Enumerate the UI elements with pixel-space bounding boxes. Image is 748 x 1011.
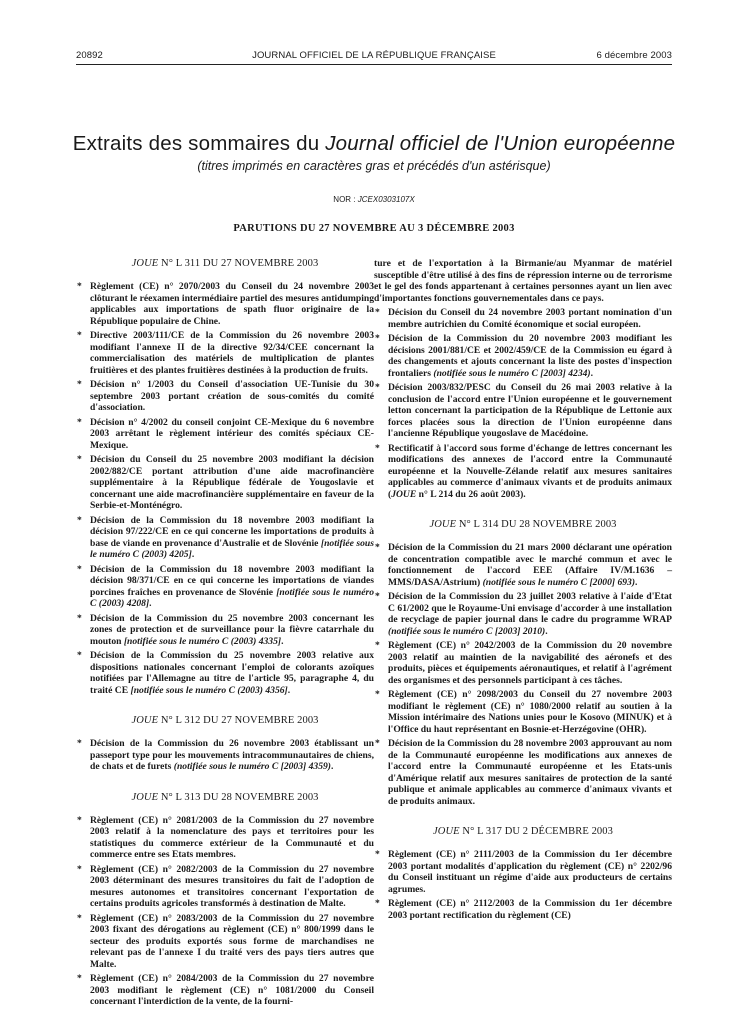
- item-text: Règlement (CE) n° 2081/2003 de la Commission du 27 novembre 2003 relatif à la nomenclature des pays et territoires pour les statistiques du commerce extérieur de la Communauté et du commerce entre ses Etats membres.: [90, 814, 374, 860]
- asterisk: *: [375, 307, 380, 318]
- parutions-heading: PARUTIONS DU 27 NOVEMBRE AU 3 DÉCEMBRE 2003: [233, 223, 515, 234]
- item-end: .: [191, 549, 195, 560]
- section-heading-l313: [76, 792, 374, 803]
- asterisk: *: [77, 281, 82, 292]
- issue-date: 6 décembre 2003: [596, 50, 672, 61]
- item-note: [notifiée sous le numéro C (2003) 4208]: [90, 586, 374, 609]
- list-item: [374, 849, 672, 895]
- asterisk: *: [77, 738, 82, 749]
- item-note: [notifiée sous le numéro C (2003) 4205]: [90, 537, 374, 560]
- item-text: Décision n° 1/2003 du Conseil d'association UE-Tunisie du 30 septembre 2003 portant création de sous-comités du comité d'association.: [90, 379, 374, 413]
- item-end: .: [287, 684, 291, 696]
- item-text: Décision de la Commission du 26 novembre 2003 établissant un passeport type pour les mouvements intracommunautaires de chiens, de chats et de furets: [90, 738, 374, 772]
- list-item: [76, 650, 374, 696]
- item-note: [notifiée sous le numéro C (2003) 4356]: [130, 684, 288, 696]
- section-heading-l312: [76, 715, 374, 726]
- right-column: [374, 258, 672, 924]
- asterisk: *: [77, 379, 82, 390]
- nor-reference: [60, 195, 688, 204]
- item-end: .: [635, 576, 638, 588]
- asterisk: *: [77, 330, 82, 341]
- nor-code: JCEX0303107X: [357, 195, 415, 204]
- asterisk: *: [375, 333, 380, 344]
- list-item: [374, 738, 672, 807]
- item-text: Directive 2003/111/CE de la Commission du 26 novembre 2003 modifiant l'annexe II de la directive 92/34/CEE concernant la commercialisation des matériels de multiplication de plantes fruitières et des plantes fruitières destinées à la production de fruits.: [90, 330, 374, 376]
- section-jo: JOUE: [429, 519, 457, 530]
- item-text: Décision n° 4/2002 du conseil conjoint CE-Mexique du 6 novembre 2003 arrêtant le règlement intérieur des comités spéciaux CE-Mexique.: [90, 416, 374, 451]
- list-item: [76, 564, 374, 610]
- list-item: [76, 815, 374, 861]
- item-end: .: [281, 635, 284, 647]
- item-end: .: [590, 367, 594, 379]
- asterisk: *: [77, 612, 82, 624]
- asterisk: *: [77, 912, 82, 924]
- item-text: Décision de la Commission du 28 novembre 2003 approuvant au nom de la Communauté européenne les modifications aux annexes de l'accord entre la Communauté européenne et les Etats-unis d'Amérique relatif aux mesures sanitaires de protection de la santé publique et animale applicables au commerce d'animaux vivants et de produits animaux.: [388, 738, 672, 807]
- asterisk: *: [77, 814, 82, 826]
- list-item: [374, 382, 672, 440]
- list-item: [76, 864, 374, 910]
- item-text: Décision de la Commission du 18 novembre 2003 modifiant la décision 97/222/CE en ce qui concerne les importations de produits à base de viande en provenance d'Australie et de Slovénie: [90, 514, 374, 549]
- list-item: [374, 307, 672, 330]
- item-text: Décision du Conseil du 24 novembre 2003 portant nomination d'un membre autrichien du Comité économique et social européen.: [388, 307, 672, 330]
- item-end: .: [149, 598, 152, 609]
- item-text: Règlement (CE) n° 2042/2003 de la Commission du 20 novembre 2003 relatif au maintien de la navigabilité des aéronefs et des produits, pièces et équipements aéronautiques, et relatif à l'agrément des organismes et des personnels participant à ces tâches.: [388, 640, 672, 686]
- section-jo: JOUE: [131, 715, 159, 726]
- item-text: Décision 2003/832/PESC du Conseil du 26 mai 2003 relative à la conclusion de l'accord entre l'Union européenne et le gouvernement letton concernant la participation de la République de Lettonie aux forces placées sous la direction de l'Union européenne dans l'ancienne République yougoslave de Macédoine.: [388, 382, 672, 439]
- item-text: Règlement (CE) n° 2084/2003 de la Commission du 27 novembre 2003 modifiant le règlement (CE) n° 1081/2000 du Conseil concernant l'interdiction de la vente, de la fourni-: [90, 973, 374, 1007]
- list-item: [374, 640, 672, 686]
- item-end: n° L 214 du 26 août 2003).: [416, 488, 526, 500]
- item-text: Règlement (CE) n° 2098/2003 du Conseil du 27 novembre 2003 modifiant le règlement (CE) n° 1080/2000 relatif au soutien à la Mission intérimaire des Nations unies pour le Kosovo (MINUK) et à l'Office du haut représentant en Bosnie-et-Herzégovine (OHR).: [388, 689, 672, 735]
- asterisk: *: [77, 454, 82, 465]
- item-text: Règlement (CE) n° 2082/2003 de la Commission du 27 novembre 2003 déterminant des mesures transitoires du fait de l'adoption de mesures autonomes et transitoires concernant l'exportation de certains produits agricoles transformés à destination de Malte.: [90, 863, 374, 909]
- page-number: 20892: [76, 50, 103, 61]
- item-note: [notifiée sous le numéro C (2003) 4335]: [123, 635, 282, 647]
- section-heading-l311: [76, 258, 374, 269]
- nor-label: NOR :: [333, 195, 358, 204]
- asterisk: *: [375, 689, 380, 700]
- list-item: [374, 689, 672, 735]
- title-prefix: Extraits des sommaires du: [72, 132, 326, 155]
- asterisk: *: [77, 514, 82, 526]
- item-note: (notifiée sous le numéro C [2003] 2010): [388, 625, 546, 637]
- running-header: [76, 50, 672, 64]
- section-rest: N° L 317 DU 2 DÉCEMBRE 2003: [459, 826, 613, 837]
- item-text: Décision de la Commission du 20 novembre 2003 modifiant les décisions 2001/881/CE et 2002/459/CE de la Commission eu égard à des changements et ajouts concernant la liste des postes d'inspection frontaliers: [388, 333, 672, 379]
- list-item: [76, 973, 374, 1008]
- list-item: [76, 738, 374, 773]
- journal-title: JOURNAL OFFICIEL DE LA RÉPUBLIQUE FRANÇAISE: [252, 50, 496, 61]
- left-column: [76, 258, 374, 1011]
- list-item: [76, 379, 374, 414]
- item-text: Décision de la Commission du 25 novembre 2003 relative aux dispositions nationales concernant l'emploi de colorants azoïques notifiées par l'Allemagne au titre de l'article 95, paragraphe 4, du traité CE: [90, 650, 374, 696]
- item-note: (notifiée sous le numéro C [2003] 4359): [173, 761, 331, 772]
- asterisk: *: [77, 650, 82, 661]
- asterisk: *: [375, 849, 380, 860]
- item-text: Rectificatif à l'accord sous forme d'échange de lettres concernant les modifications des annexes de l'accord entre la Communauté européenne et la Nouvelle-Zélande relatif aux mesures sanitaires applicables au commerce d'animaux vivants et de produits animaux (: [388, 442, 672, 500]
- asterisk: *: [77, 563, 82, 575]
- asterisk: *: [375, 640, 380, 651]
- item-text: Décision de la Commission du 21 mars 2000 déclarant une opération de concentration compatible avec le marché commun et avec le fonctionnement de l'accord EEE (Affaire IV/M.1636 – MMS/DASA/Astrium): [388, 542, 672, 588]
- item-text: Règlement (CE) n° 2083/2003 de la Commission du 27 novembre 2003 fixant des dérogations au règlement (CE) n° 800/1999 dans le secteur des produits exportés sous forme de marchandises ne relevant pas de l'annexe I du traité vers des pays tiers autres que Malte.: [90, 912, 374, 970]
- section-jo: JOUE: [131, 791, 159, 803]
- list-item: [374, 333, 672, 379]
- section-jo: JOUE: [131, 258, 159, 269]
- item-text: Décision de la Commission du 23 juillet 2003 relative à l'aide d'Etat C 61/2002 que le Royaume-Uni envisage d'accorder à une installation de recyclage de papier journal dans le cadre du programme WRAP: [388, 591, 672, 625]
- page-subtitle: (titres imprimés en caractères gras et précédés d'un astérisque): [197, 159, 551, 173]
- list-item: [76, 515, 374, 561]
- section-heading-l317: [374, 826, 672, 837]
- section-rest: N° L 313 DU 28 NOVEMBRE 2003: [158, 791, 319, 803]
- list-item: [76, 454, 374, 512]
- item-end: .: [331, 761, 334, 772]
- list-item: [76, 417, 374, 452]
- section-jo: JOUE: [433, 826, 460, 837]
- page-title: [60, 132, 688, 156]
- asterisk: *: [77, 973, 82, 984]
- item-text: Décision de la Commission du 25 novembre 2003 concernant les zones de protection et de surveillance pour la fièvre catarrhale du mouton: [90, 612, 374, 647]
- item-text: Décision de la Commission du 18 novembre 2003 modifiant la décision 98/371/CE en ce qui concerne les importations de viandes porcines fraîches en provenance de Slovénie: [90, 563, 374, 598]
- item-text: Règlement (CE) n° 2070/2003 du Conseil du 24 novembre 2003 clôturant le réexamen intermédiaire partiel des mesures antidumping applicables aux importations de spath fluor originaire de la République populaire de Chine.: [90, 281, 374, 327]
- section-heading-l314: [374, 519, 672, 530]
- asterisk: *: [375, 591, 380, 602]
- asterisk: *: [375, 442, 380, 454]
- list-item: [374, 542, 672, 588]
- list-item: [76, 330, 374, 376]
- item-text: ture et de l'exportation à la Birmanie/au Myanmar de matériel susceptible d'être utilisé à des fins de répression interne ou de terrorisme et le gel des fonds appartenant à certaines personnes ayant un lien avec d'importantes fonctions gouvernementales dans ce pays.: [374, 258, 672, 304]
- item-end: .: [545, 625, 548, 637]
- list-item: [76, 613, 374, 648]
- section-rest: N° L 311 DU 27 NOVEMBRE 2003: [158, 258, 319, 269]
- item-note: JOUE: [391, 488, 417, 500]
- asterisk: *: [375, 382, 380, 393]
- asterisk: *: [375, 738, 380, 749]
- list-item: [76, 281, 374, 327]
- asterisk: *: [77, 416, 82, 428]
- section-rest: N° L 312 DU 27 NOVEMBRE 2003: [158, 715, 319, 726]
- header-rule: [76, 64, 672, 65]
- item-note: (notifiée sous le numéro C [2000] 693): [482, 576, 636, 588]
- list-item: [374, 443, 672, 501]
- asterisk: *: [77, 863, 82, 875]
- title-emphasis: Journal officiel de l'Union européenne: [325, 132, 676, 155]
- list-item: [76, 913, 374, 971]
- item-note: (notifiée sous le numéro C [2003] 4234): [433, 367, 591, 379]
- section-rest: N° L 314 DU 28 NOVEMBRE 2003: [456, 519, 617, 530]
- item-text: Règlement (CE) n° 2112/2003 de la Commission du 1er décembre 2003 portant rectification du règlement (CE): [388, 898, 672, 921]
- list-item: [374, 898, 672, 921]
- item-text: Règlement (CE) n° 2111/2003 de la Commission du 1er décembre 2003 portant modalités d'application du règlement (CE) n° 2202/96 du Conseil instituant un régime d'aide aux producteurs de certains agrumes.: [388, 849, 672, 895]
- asterisk: *: [375, 898, 380, 909]
- list-item: [374, 591, 672, 637]
- asterisk: *: [375, 542, 380, 553]
- list-item-continuation: [374, 258, 672, 304]
- item-text: Décision du Conseil du 25 novembre 2003 modifiant la décision 2002/882/CE portant attribution d'une aide macrofinancière supplémentaire à la République fédérale de Yougoslavie et concernant une aide macrofinancière supplémentaire en faveur de la Serbie-et-Monténégro.: [90, 454, 374, 511]
